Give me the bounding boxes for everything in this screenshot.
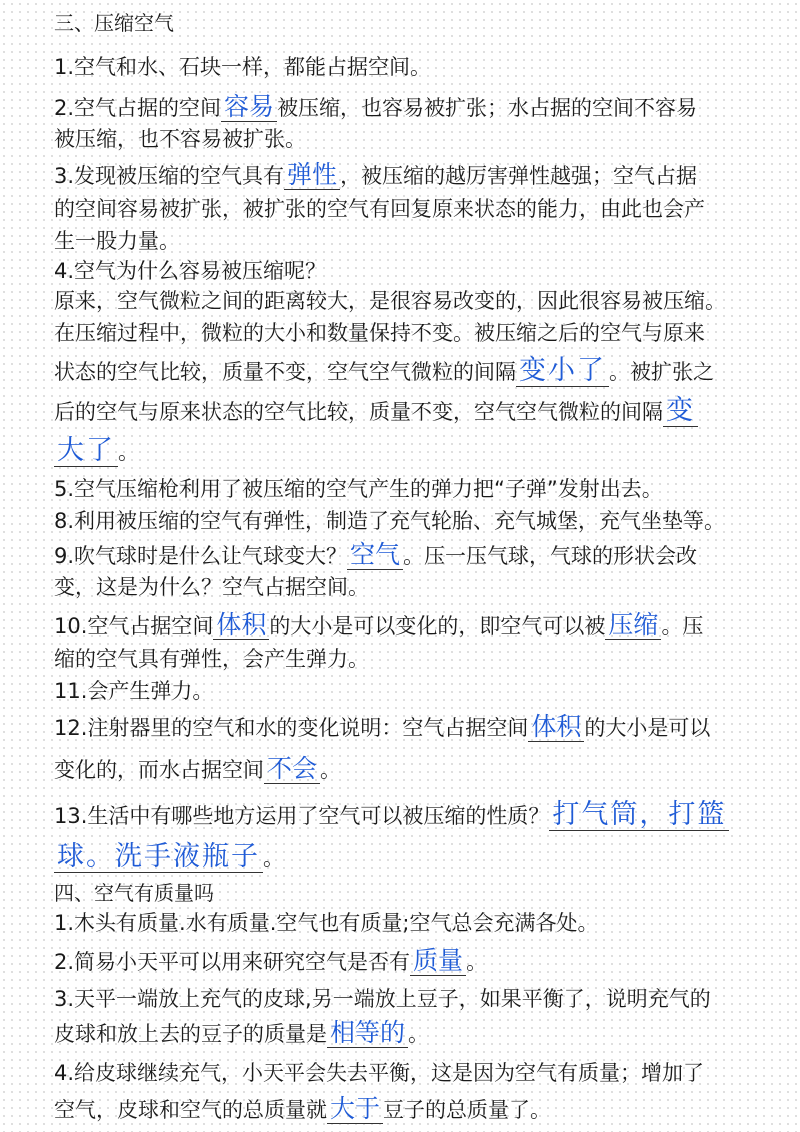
handwritten-answer: 空气 [347,540,403,570]
text-line [54,676,750,706]
printed-text: 的空间容易被扩张，被扩张的空气有回复原来状态的能力，由此也会产 [54,197,705,221]
text-line [54,800,750,831]
section-heading [54,8,750,38]
printed-text: 1.木头有质量.水有质量.空气也有质量;空气总会充满各处。 [54,911,599,935]
text-line [54,1058,750,1088]
text-line [54,946,750,977]
text-line [54,984,750,1014]
printed-text: 9.吹气球时是什么让气球变大？ [54,544,348,568]
printed-text: 13.生活中有哪些地方运用了空气可以被压缩的性质？ [54,804,550,828]
text-line [54,1018,750,1049]
printed-text: 12.注射器里的空气和水的变化说明：空气占据空间 [54,716,529,740]
text-line [54,52,750,82]
handwritten-answer: 压缩 [605,610,661,640]
printed-text: 10.空气占据空间 [54,614,214,638]
handwritten-answer: 变 [663,395,698,427]
printed-text: 2.简易小天平可以用来研究空气是否有 [54,950,411,974]
handwritten-answer: 打气筒，打篮 [549,799,729,831]
printed-text: 3.天平一端放上充气的皮球,另一端放上豆子，如果平衡了，说明充气的 [54,987,711,1011]
printed-text: 后的空气与原来状态的空气比较，质量不变，空气空气微粒的间隔 [54,400,663,424]
text-line [54,256,750,286]
handwritten-answer: 体积 [528,712,584,742]
printed-text: 豆子的总质量了。 [383,1098,552,1122]
text-line [54,318,750,348]
text-line [54,160,750,191]
printed-text: 缩的空气具有弹性，会产生弹力。 [54,647,369,671]
text-line [54,908,750,938]
printed-text: 。 [118,440,139,464]
handwritten-answer: 球。洗手液瓶子 [54,841,263,873]
handwritten-answer: 容易 [221,92,277,122]
printed-text: 4.给皮球继续充气，小天平会失去平衡，这是因为空气有质量；增加了 [54,1061,705,1085]
handwritten-answer: 大于 [327,1094,383,1124]
text-line [54,226,750,256]
text-line [54,572,750,602]
printed-text: 三、压缩空气 [54,11,174,35]
text-line [54,1094,750,1125]
printed-text: 。 [263,846,284,870]
handwritten-answer: 弹性 [284,160,340,190]
printed-text: ，被压缩的越厉害弹性越强；空气占据 [340,164,698,188]
printed-text: 3.发现被压缩的空气具有 [54,164,285,188]
printed-text: 。压一压气球，气球的形状会改 [403,544,698,568]
printed-text: 4.空气为什么容易被压缩呢？ [54,259,327,283]
text-line [54,356,750,387]
text-line [54,396,750,427]
printed-text: 变化的，而水占据空间 [54,758,264,782]
printed-text: 。压 [661,614,704,638]
printed-text: 变，这是为什么？空气占据空间。 [54,575,369,599]
printed-text: 8.利用被压缩的空气有弹性，制造了充气轮胎、充气城堡，充气坐垫等。 [54,509,726,533]
printed-text: 生一股力量。 [54,229,180,253]
text-line [54,194,750,224]
printed-text: 5.空气压缩枪利用了被压缩的空气产生的弹力把“子弹”发射出去。 [54,477,663,501]
printed-text: 原来，空气微粒之间的距离较大，是很容易改变的，因此很容易被压缩。 [54,289,726,313]
text-line [54,644,750,674]
printed-text: 。 [320,758,342,782]
section-heading [54,878,750,908]
text-line [54,610,750,641]
text-line [54,712,750,743]
printed-text: 在压缩过程中，微粒的大小和数量保持不变。被压缩之后的空气与原来 [54,321,705,345]
printed-text: 状态的空气比较，质量不变，空气空气微粒的间隔 [54,360,516,384]
handwritten-answer: 不会 [264,754,320,784]
printed-text: 11.会产生弹力。 [54,679,214,703]
text-line [54,540,750,571]
text-line [54,124,750,154]
printed-text: 的大小是可以 [584,716,711,740]
text-line [54,92,750,123]
printed-text: 的大小是可以变化的，即空气可以被 [269,614,606,638]
printed-text: 。 [408,1022,430,1046]
text-line [54,474,750,504]
handwritten-answer: 质量 [410,946,466,976]
printed-text: 被压缩，也不容易被扩张。 [54,127,306,151]
printed-text: 被压缩，也容易被扩张；水占据的空间不容易 [277,96,698,120]
text-line [54,754,750,785]
printed-text: 1.空气和水、石块一样，都能占据空间。 [54,55,432,79]
text-line [54,436,750,467]
printed-text: 2.空气占据的空间 [54,96,222,120]
printed-text: 。 [466,950,488,974]
text-line [54,842,750,873]
handwritten-answer: 变小了 [516,355,609,387]
text-line [54,506,750,536]
handwritten-answer: 体积 [213,610,269,640]
text-line [54,286,750,316]
printed-text: 四、空气有质量吗 [54,881,214,905]
printed-text: 皮球和放上去的豆子的质量是 [54,1022,327,1046]
handwritten-answer: 相等的 [327,1018,408,1048]
printed-text: 空气，皮球和空气的总质量就 [54,1098,327,1122]
printed-text: 。被扩张之 [609,360,714,384]
handwritten-answer: 大了 [54,435,118,467]
